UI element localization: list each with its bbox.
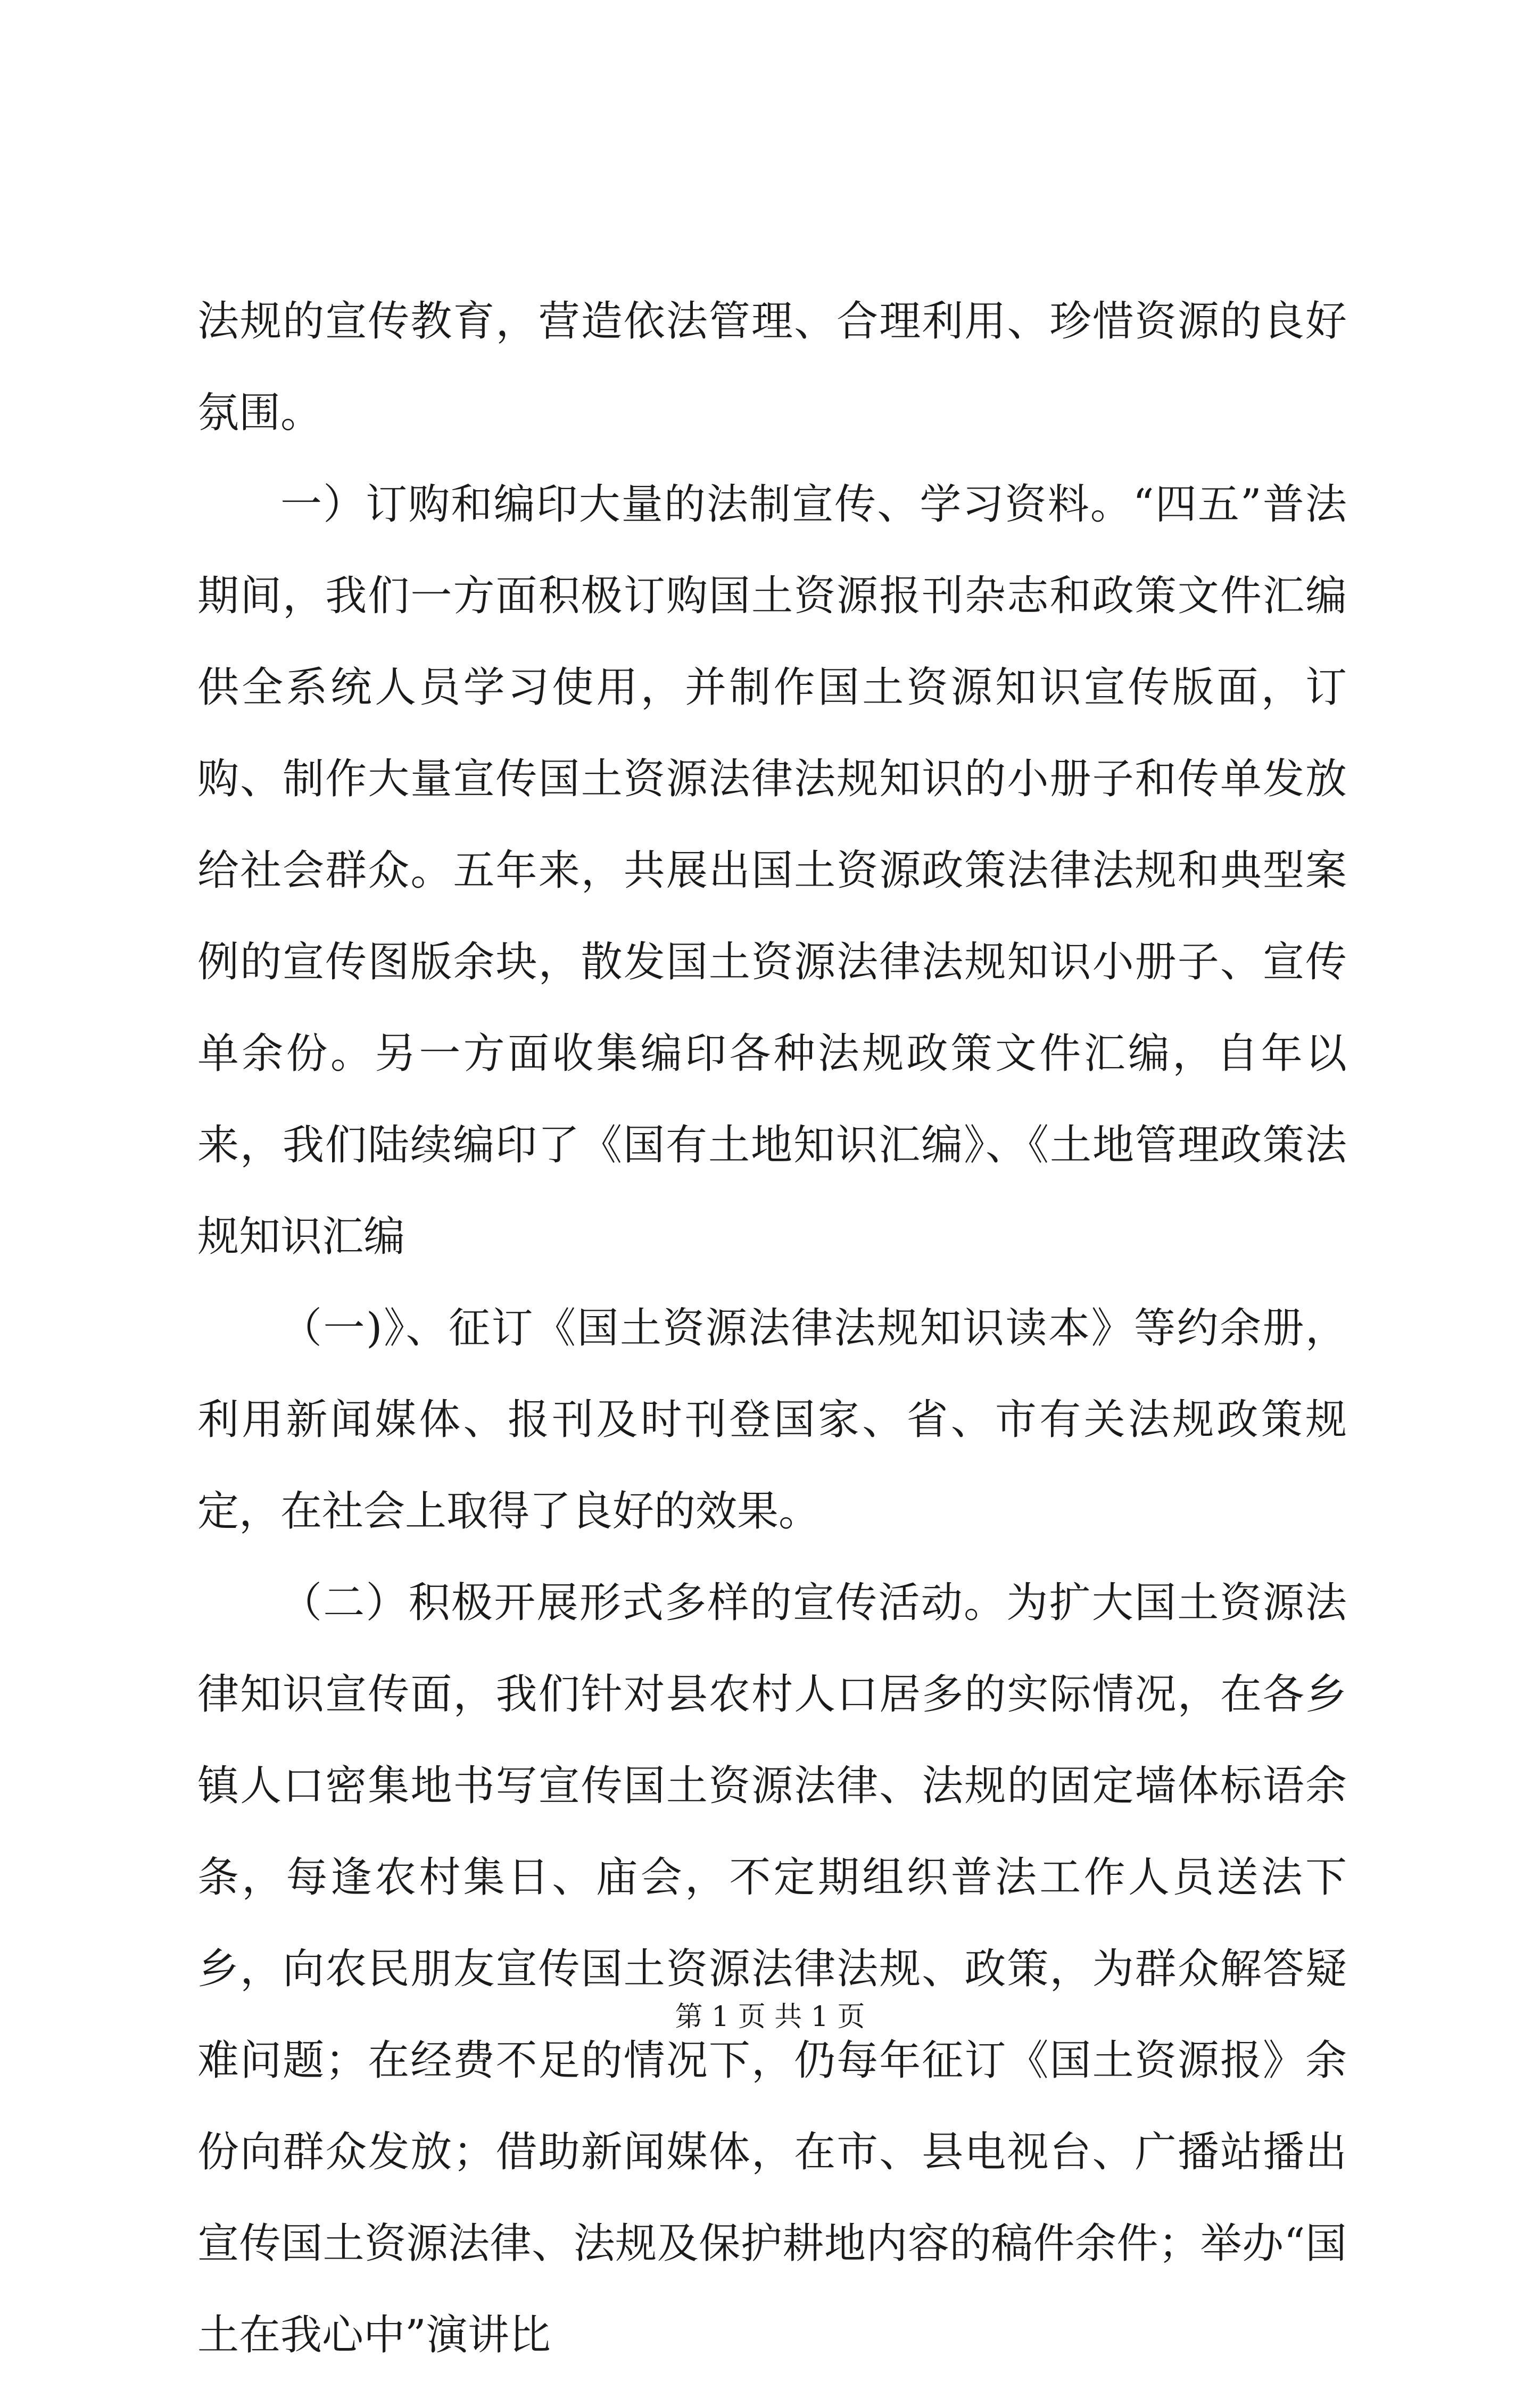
paragraph-section-1-continued: （一)》、征订《国土资源法律法规知识读本》等约余册，利用新闻媒体、报刊及时刊登国家、省、市有关法规政策规定，在社会上取得了良好的效果。 bbox=[197, 1304, 1347, 1535]
page-footer: 第 1 页 共 1 页 bbox=[675, 2001, 865, 2033]
document-body bbox=[197, 276, 1347, 2381]
paragraph-continuation: 法规的宣传教育，营造依法管理、合理利用、珍惜资源的良好氛围。 bbox=[197, 297, 1347, 437]
paragraph-section-1: 一）订购和编印大量的法制宣传、学习资料。“四五”普法期间，我们一方面积极订购国土资源报刊杂志和政策文件汇编供全系统人员学习使用，并制作国土资源知识宣传版面，订购、制作大量宣传国土资源法律法规知识的小册子和传单发放给社会群众。五年来，共展出国土资源政策法律法规和典型案例的宣传图版余块，散发国土资源法律法规知识小册子、宣传单余份。另一方面收集编印各种法规政策文件汇编，自年以来，我们陆续编印了《国有土地知识汇编》、《土地管理政策法规知识汇编 bbox=[197, 481, 1347, 1261]
paragraph-section-2: （二）积极开展形式多样的宣传活动。为扩大国土资源法律知识宣传面，我们针对县农村人口居多的实际情况，在各乡镇人口密集地书写宣传国土资源法律、法规的固定墙体标语余条，每逢农村集日、庙会，不定期组织普法工作人员送法下乡，向农民朋友宣传国土资源法律法规、政策，为群众解答疑难问题；在经费不足的情况下，仍每年征订《国土资源报》余份向群众发放；借助新闻媒体，在市、县电视台、广播站播出宣传国土资源法律、法规及保护耕地内容的稿件余件；举办“国土在我心中”演讲比 bbox=[197, 1579, 1347, 2359]
